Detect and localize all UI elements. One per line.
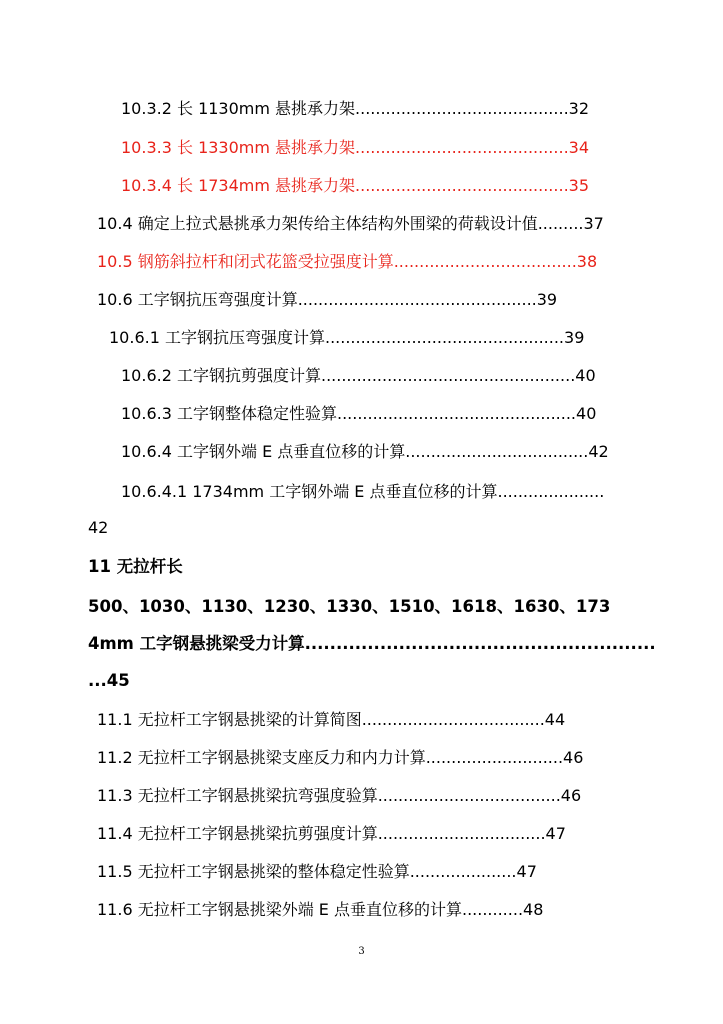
toc-entry-11-5[interactable]: 11.5 无拉杆工字钢悬挑梁的整体稳定性验算.....................47 [97,862,537,881]
toc-entry-10-6-4[interactable]: 10.6.4 工字钢外端 E 点垂直位移的计算....................................42 [121,442,609,461]
toc-entry-10-4[interactable]: 10.4 确定上拉式悬挑承力架传给主体结构外围梁的荷载设计值.........37 [97,214,604,233]
toc-entry-11-6[interactable]: 11.6 无拉杆工字钢悬挑梁外端 E 点垂直位移的计算............48 [97,900,544,919]
toc-entry-10-3-2[interactable]: 10.3.2 长 1130mm 悬挑承力架..........................................32 [121,99,590,118]
toc-entry-10-6-4-1-page[interactable]: 42 [88,518,109,537]
page-number: 3 [358,946,365,957]
toc-entry-10-6-2[interactable]: 10.6.2 工字钢抗剪强度计算..................................................40 [121,366,596,385]
toc-entry-10-3-3[interactable]: 10.3.3 长 1330mm 悬挑承力架..........................................34 [121,138,590,157]
toc-heading-11-line3[interactable]: 4mm 工字钢悬挑梁受力计算........................................................ [88,634,656,653]
toc-entry-10-6[interactable]: 10.6 工字钢抗压弯强度计算...............................................39 [97,290,558,309]
toc-entry-10-6-3[interactable]: 10.6.3 工字钢整体稳定性验算...............................................40 [121,404,597,423]
toc-heading-11-line2[interactable]: 500、1030、1130、1230、1330、1510、1618、1630、173 [88,597,611,616]
toc-entry-10-3-4[interactable]: 10.3.4 长 1734mm 悬挑承力架..........................................35 [121,176,590,195]
toc-entry-10-6-4-1[interactable]: 10.6.4.1 1734mm 工字钢外端 E 点垂直位移的计算..................... [121,482,605,501]
toc-entry-10-5[interactable]: 10.5 钢筋斜拉杆和闭式花篮受拉强度计算....................................38 [97,252,598,271]
toc-entry-11-2[interactable]: 11.2 无拉杆工字钢悬挑梁支座反力和内力计算...........................46 [97,748,584,767]
toc-entry-11-1[interactable]: 11.1 无拉杆工字钢悬挑梁的计算简图....................................44 [97,710,566,729]
toc-entry-10-6-1[interactable]: 10.6.1 工字钢抗压弯强度计算...............................................39 [109,328,585,347]
toc-heading-11-line1[interactable]: 11 无拉杆长 [88,557,183,576]
toc-entry-11-3[interactable]: 11.3 无拉杆工字钢悬挑梁抗弯强度验算....................................46 [97,786,582,805]
toc-entry-11-4[interactable]: 11.4 无拉杆工字钢悬挑梁抗剪强度计算.................................47 [97,824,566,843]
toc-heading-11-line4[interactable]: ...45 [88,671,130,690]
